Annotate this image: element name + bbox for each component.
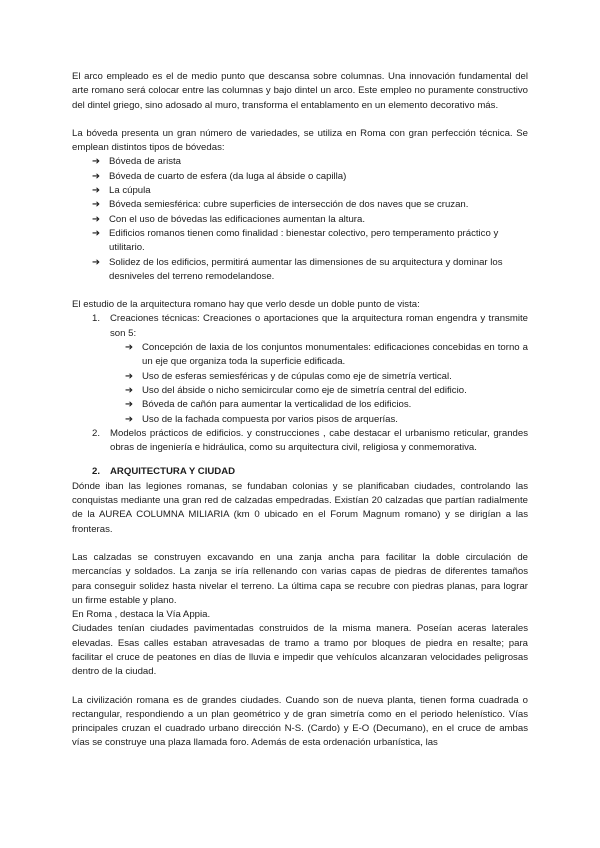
list-item: ➔ Bóveda de arista xyxy=(92,155,528,169)
document-page xyxy=(72,70,528,751)
list-item: ➔ Concepción de laxia de los conjuntos monumentales: edificaciones concebidas en torno a un eje que organiza toda la superficie edificada. xyxy=(125,342,528,368)
paragraph-study: El estudio de la arquitectura romano hay que verlo desde un doble punto de vista: xyxy=(72,299,420,311)
paragraph-arch: El arco empleado es el de medio punto que descansa sobre columnas. Una innovación fundamental del arte romano será colocar entre las columnas y bajo dintel un arco. Este empleo no puramente constructivo del dintel griego, sino adosado al muro, transforma el entablamento en un elemento decorativo más. xyxy=(72,71,528,111)
paragraph-cities: La civilización romana es de grandes ciudades. Cuando son de nueva planta, tienen forma cuadrada o rectangular, respondiendo a un plan geométrico y de gran simetría como en el periodo helenístico. Vías principales cruzan el cuadrado urbano dirección N-S. (Cardo) y E-O (Decumano), en el cruce de ambas vías se construye una plaza llamada foro. Además de esta ordenación urbanística, las xyxy=(72,694,528,749)
list-item: ➔ Bóveda semiesférica: cubre superficies de intersección de dos naves que se cruzan. xyxy=(92,198,528,212)
list-item: ➔ Uso de esferas semiesféricas y de cúpulas como eje de simetría vertical. xyxy=(125,370,528,384)
paragraph-streets: Ciudades tenían ciudades pavimentadas construidos de la misma manera. Poseían aceras laterales elevadas. Esas calles estaban atravesadas de tramo a tramo por bloques de piedra en resalte; para facilitar el cruce de peatones en días de lluvia e impedir que vehículos alcanzaran velocidades peligrosas dentro de la ciudad. xyxy=(72,623,528,678)
paragraph-roads: Las calzadas se construyen excavando en una zanja ancha para facilitar la doble circulación de mercancías y soldados. La zanja se iría rellenando con varias capas de piedras de diferentes tamaños para conseguir solidez hasta nivelar el terreno. La última capa se recubre con piedras planas, para lograr un firme estable y plano. xyxy=(72,551,528,606)
list-item: ➔ Con el uso de bóvedas las edificaciones aumentan la altura. xyxy=(92,213,528,227)
list-item: 1. Creaciones técnicas: Creaciones o aportaciones que la arquitectura roman engendra y transmite son 5: ➔ Concepción de laxia de los conjuntos monumentales: edificaciones concebidas en torno a un eje que organiza toda la superficie edificada. ➔ Uso de esferas semiesféricas y de cúpulas como eje de simetría vertical. ➔ Uso del ábside o nicho semicircular como eje de simetría central del edificio. ➔ Bóveda de cañón para aumentar la verticalidad de los edificios. ➔ Uso de la fachada compuesta por varios pisos de arquerías. xyxy=(92,312,528,426)
arrow-icon: ➔ xyxy=(92,213,101,225)
arrow-icon: ➔ xyxy=(92,170,101,182)
arrow-icon: ➔ xyxy=(125,384,134,396)
list-item: ➔ Bóveda de cuarto de esfera (da luga al ábside o capilla) xyxy=(92,170,528,184)
arrow-icon: ➔ xyxy=(125,342,134,354)
arrow-icon: ➔ xyxy=(125,370,134,382)
section-heading: 2. ARQUITECTURA Y CIUDAD xyxy=(92,466,236,478)
list-item: ➔ La cúpula xyxy=(92,184,528,198)
arrow-icon: ➔ xyxy=(92,199,101,211)
list-item: ➔ Bóveda de cañón para aumentar la verticalidad de los edificios. xyxy=(125,398,528,412)
arrow-icon: ➔ xyxy=(92,256,101,268)
vault-list xyxy=(72,155,528,284)
list-item: 2. Modelos prácticos de edificios. y construcciones , cabe destacar el urbanismo reticular, grandes obras de ingeniería e hidráulica, como su arquitectura civil, religiosa y conmemorativa. xyxy=(92,427,528,454)
arrow-icon: ➔ xyxy=(125,399,134,411)
list-item: ➔ Solidez de los edificios, permitirá aumentar las dimensiones de su arquitectura y dominar los desniveles del terreno remodelandose. xyxy=(92,256,503,282)
paragraph-legions: Dónde iban las legiones romanas, se fundaban colonias y se planificaban ciudades, controlando las conquistas mediante una gran red de calzadas empedradas. Existían 20 calzadas que partían radialmente de la AUREA COLUMNA MILIARIA (km 0 ubicado en el Forum Magnum romano) y se dirigían a las fronteras. xyxy=(72,480,528,535)
arrow-icon: ➔ xyxy=(92,156,101,168)
paragraph-via-appia: En Roma , destaca la Vía Appia. xyxy=(72,609,211,621)
arrow-icon: ➔ xyxy=(125,413,134,425)
arrow-icon: ➔ xyxy=(92,185,101,197)
technical-creations-list xyxy=(110,341,528,427)
paragraph-vault: La bóveda presenta un gran número de variedades, se utiliza en Roma con gran perfección técnica. Se emplean distintos tipos de bóvedas: xyxy=(72,127,528,154)
list-item: ➔ Uso del ábside o nicho semicircular como eje de simetría central del edificio. xyxy=(125,384,528,398)
arrow-icon: ➔ xyxy=(92,227,101,239)
list-item: ➔ Uso de la fachada compuesta por varios pisos de arquerías. xyxy=(125,413,528,427)
study-list xyxy=(72,312,528,455)
list-item: ➔ Edificios romanos tienen como finalidad : bienestar colectivo, pero temperamento práctico y utilitario. xyxy=(92,227,499,254)
